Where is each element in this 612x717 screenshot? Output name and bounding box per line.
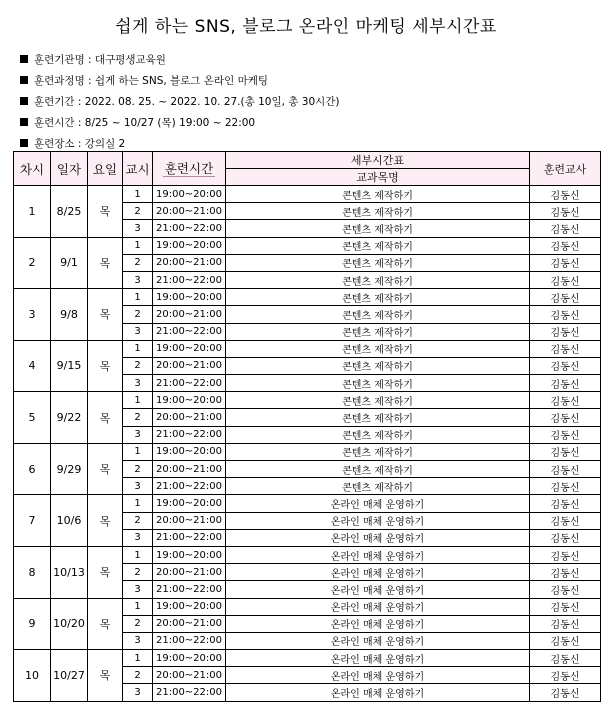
- table-row: [14, 546, 601, 563]
- teacher-name: 김동신: [530, 186, 601, 203]
- schedule-table-header: [14, 152, 601, 186]
- teacher-name: 김동신: [530, 289, 601, 306]
- teacher-name: 김동신: [530, 254, 601, 271]
- period-number: 2: [123, 615, 153, 632]
- teacher-name: 김동신: [530, 375, 601, 392]
- time-range: 20:00~21:00: [153, 512, 226, 529]
- table-row: [14, 495, 601, 512]
- period-number: 3: [123, 220, 153, 237]
- teacher-name: 김동신: [530, 581, 601, 598]
- table-row: [14, 340, 601, 357]
- period-number: 1: [123, 340, 153, 357]
- info-institution-text: 훈련기관명 : 대구평생교육원: [34, 54, 166, 66]
- time-range: 19:00~20:00: [153, 495, 226, 512]
- period-number: 2: [123, 203, 153, 220]
- header-time: [153, 152, 226, 186]
- subject-name: 온라인 매체 운영하기: [226, 598, 530, 615]
- schedule-table: [13, 151, 601, 702]
- info-line-location: [20, 137, 125, 151]
- subject-name: 콘텐츠 제작하기: [226, 186, 530, 203]
- header-date: 일자: [51, 152, 88, 186]
- session-date: 9/22: [51, 392, 88, 444]
- info-location-text: 훈련장소 : 강의실 2: [34, 138, 126, 150]
- period-number: 2: [123, 512, 153, 529]
- header-session: 차시: [14, 152, 51, 186]
- period-number: 3: [123, 323, 153, 340]
- time-range: 19:00~20:00: [153, 340, 226, 357]
- teacher-name: 김동신: [530, 409, 601, 426]
- session-date: 9/1: [51, 237, 88, 289]
- header-teacher: 훈련교사: [530, 152, 601, 186]
- time-range: 20:00~21:00: [153, 409, 226, 426]
- subject-name: 온라인 매체 운영하기: [226, 546, 530, 563]
- header-subject: 교과목명: [226, 169, 530, 186]
- time-range: 19:00~20:00: [153, 237, 226, 254]
- session-day: 목: [88, 186, 123, 238]
- period-number: 3: [123, 529, 153, 546]
- info-line-institution: [20, 53, 166, 67]
- teacher-name: 김동신: [530, 203, 601, 220]
- teacher-name: 김동신: [530, 340, 601, 357]
- teacher-name: 김동신: [530, 495, 601, 512]
- info-line-hours: [20, 116, 255, 130]
- teacher-name: 김동신: [530, 426, 601, 443]
- teacher-name: 김동신: [530, 271, 601, 288]
- session-number: 4: [14, 340, 51, 392]
- period-number: 1: [123, 598, 153, 615]
- subject-name: 콘텐츠 제작하기: [226, 478, 530, 495]
- table-row: [14, 650, 601, 667]
- subject-name: 콘텐츠 제작하기: [226, 237, 530, 254]
- time-range: 20:00~21:00: [153, 461, 226, 478]
- square-bullet-icon: [20, 118, 28, 126]
- session-day: 목: [88, 546, 123, 598]
- period-number: 2: [123, 357, 153, 374]
- teacher-name: 김동신: [530, 323, 601, 340]
- header-day: 요일: [88, 152, 123, 186]
- time-range: 21:00~22:00: [153, 426, 226, 443]
- time-range: 19:00~20:00: [153, 650, 226, 667]
- teacher-name: 김동신: [530, 564, 601, 581]
- session-number: 1: [14, 186, 51, 238]
- period-number: 1: [123, 495, 153, 512]
- session-number: 6: [14, 443, 51, 495]
- subject-name: 콘텐츠 제작하기: [226, 254, 530, 271]
- subject-name: 콘텐츠 제작하기: [226, 203, 530, 220]
- time-range: 20:00~21:00: [153, 615, 226, 632]
- subject-name: 콘텐츠 제작하기: [226, 220, 530, 237]
- period-number: 2: [123, 254, 153, 271]
- session-number: 8: [14, 546, 51, 598]
- subject-name: 온라인 매체 운영하기: [226, 650, 530, 667]
- period-number: 2: [123, 667, 153, 684]
- subject-name: 콘텐츠 제작하기: [226, 443, 530, 460]
- header-schedule: 세부시간표: [226, 152, 530, 169]
- session-day: 목: [88, 340, 123, 392]
- period-number: 3: [123, 684, 153, 701]
- time-range: 20:00~21:00: [153, 306, 226, 323]
- page-title: 쉽게 하는 SNS, 블로그 온라인 마케팅 세부시간표: [115, 17, 497, 37]
- session-day: 목: [88, 495, 123, 547]
- period-number: 3: [123, 375, 153, 392]
- time-range: 19:00~20:00: [153, 546, 226, 563]
- table-row: [14, 237, 601, 254]
- subject-name: 온라인 매체 운영하기: [226, 564, 530, 581]
- teacher-name: 김동신: [530, 392, 601, 409]
- teacher-name: 김동신: [530, 684, 601, 701]
- time-range: 21:00~22:00: [153, 581, 226, 598]
- info-hours-text: 훈련시간 : 8/25 ~ 10/27 (목) 19:00 ~ 22:00: [34, 117, 256, 129]
- session-day: 목: [88, 443, 123, 495]
- period-number: 1: [123, 237, 153, 254]
- subject-name: 콘텐츠 제작하기: [226, 409, 530, 426]
- teacher-name: 김동신: [530, 667, 601, 684]
- header-period: 교시: [123, 152, 153, 186]
- period-number: 1: [123, 392, 153, 409]
- info-period-text: 훈련기간 : 2022. 08. 25. ~ 2022. 10. 27.(총 10일, 총 30시간): [34, 96, 340, 108]
- subject-name: 온라인 매체 운영하기: [226, 529, 530, 546]
- time-range: 19:00~20:00: [153, 598, 226, 615]
- subject-name: 콘텐츠 제작하기: [226, 357, 530, 374]
- session-day: 목: [88, 650, 123, 702]
- period-number: 3: [123, 581, 153, 598]
- period-number: 1: [123, 186, 153, 203]
- time-range: 21:00~22:00: [153, 271, 226, 288]
- time-range: 19:00~20:00: [153, 392, 226, 409]
- subject-name: 온라인 매체 운영하기: [226, 667, 530, 684]
- teacher-name: 김동신: [530, 237, 601, 254]
- teacher-name: 김동신: [530, 357, 601, 374]
- subject-name: 콘텐츠 제작하기: [226, 375, 530, 392]
- period-number: 1: [123, 546, 153, 563]
- subject-name: 콘텐츠 제작하기: [226, 323, 530, 340]
- table-row: [14, 598, 601, 615]
- square-bullet-icon: [20, 55, 28, 63]
- subject-name: 콘텐츠 제작하기: [226, 461, 530, 478]
- session-number: 10: [14, 650, 51, 702]
- session-day: 목: [88, 392, 123, 444]
- header-time-label: 훈련시간: [164, 160, 214, 176]
- subject-name: 온라인 매체 운영하기: [226, 632, 530, 649]
- subject-name: 콘텐츠 제작하기: [226, 392, 530, 409]
- time-range: 21:00~22:00: [153, 529, 226, 546]
- teacher-name: 김동신: [530, 650, 601, 667]
- session-date: 10/13: [51, 546, 88, 598]
- session-day: 목: [88, 598, 123, 650]
- session-number: 3: [14, 289, 51, 341]
- session-number: 5: [14, 392, 51, 444]
- subject-name: 콘텐츠 제작하기: [226, 426, 530, 443]
- square-bullet-icon: [20, 76, 28, 84]
- period-number: 1: [123, 289, 153, 306]
- teacher-name: 김동신: [530, 461, 601, 478]
- info-course-text: 훈련과정명 : 쉽게 하는 SNS, 블로그 온라인 마케팅: [34, 75, 268, 87]
- period-number: 3: [123, 426, 153, 443]
- period-number: 3: [123, 271, 153, 288]
- time-range: 21:00~22:00: [153, 478, 226, 495]
- session-number: 7: [14, 495, 51, 547]
- time-range: 21:00~22:00: [153, 323, 226, 340]
- teacher-name: 김동신: [530, 512, 601, 529]
- table-row: [14, 289, 601, 306]
- period-number: 2: [123, 409, 153, 426]
- time-range: 19:00~20:00: [153, 443, 226, 460]
- period-number: 1: [123, 650, 153, 667]
- teacher-name: 김동신: [530, 546, 601, 563]
- subject-name: 온라인 매체 운영하기: [226, 615, 530, 632]
- time-range: 20:00~21:00: [153, 203, 226, 220]
- teacher-name: 김동신: [530, 632, 601, 649]
- period-number: 2: [123, 461, 153, 478]
- session-date: 9/15: [51, 340, 88, 392]
- time-range: 21:00~22:00: [153, 632, 226, 649]
- teacher-name: 김동신: [530, 615, 601, 632]
- teacher-name: 김동신: [530, 306, 601, 323]
- subject-name: 콘텐츠 제작하기: [226, 340, 530, 357]
- session-day: 목: [88, 237, 123, 289]
- session-date: 10/6: [51, 495, 88, 547]
- square-bullet-icon: [20, 139, 28, 147]
- teacher-name: 김동신: [530, 478, 601, 495]
- subject-name: 콘텐츠 제작하기: [226, 271, 530, 288]
- teacher-name: 김동신: [530, 529, 601, 546]
- period-number: 3: [123, 478, 153, 495]
- session-date: 9/29: [51, 443, 88, 495]
- table-row: [14, 186, 601, 203]
- session-day: 목: [88, 289, 123, 341]
- teacher-name: 김동신: [530, 220, 601, 237]
- period-number: 2: [123, 306, 153, 323]
- session-date: 10/27: [51, 650, 88, 702]
- subject-name: 온라인 매체 운영하기: [226, 512, 530, 529]
- session-number: 2: [14, 237, 51, 289]
- period-number: 2: [123, 564, 153, 581]
- time-range: 21:00~22:00: [153, 684, 226, 701]
- square-bullet-icon: [20, 97, 28, 105]
- teacher-name: 김동신: [530, 443, 601, 460]
- subject-name: 콘텐츠 제작하기: [226, 306, 530, 323]
- subject-name: 콘텐츠 제작하기: [226, 289, 530, 306]
- subject-name: 온라인 매체 운영하기: [226, 495, 530, 512]
- time-range: 20:00~21:00: [153, 254, 226, 271]
- subject-name: 온라인 매체 운영하기: [226, 684, 530, 701]
- time-range: 21:00~22:00: [153, 375, 226, 392]
- time-range: 21:00~22:00: [153, 220, 226, 237]
- teacher-name: 김동신: [530, 598, 601, 615]
- period-number: 3: [123, 632, 153, 649]
- time-range: 19:00~20:00: [153, 186, 226, 203]
- time-range: 20:00~21:00: [153, 564, 226, 581]
- session-number: 9: [14, 598, 51, 650]
- subject-name: 온라인 매체 운영하기: [226, 581, 530, 598]
- session-date: 10/20: [51, 598, 88, 650]
- table-row: [14, 443, 601, 460]
- session-date: 9/8: [51, 289, 88, 341]
- time-range: 20:00~21:00: [153, 357, 226, 374]
- period-number: 1: [123, 443, 153, 460]
- time-range: 20:00~21:00: [153, 667, 226, 684]
- session-date: 8/25: [51, 186, 88, 238]
- info-line-course: [20, 74, 268, 88]
- info-line-period: [20, 95, 340, 109]
- time-range: 19:00~20:00: [153, 289, 226, 306]
- schedule-table-body: [14, 186, 601, 702]
- table-row: [14, 392, 601, 409]
